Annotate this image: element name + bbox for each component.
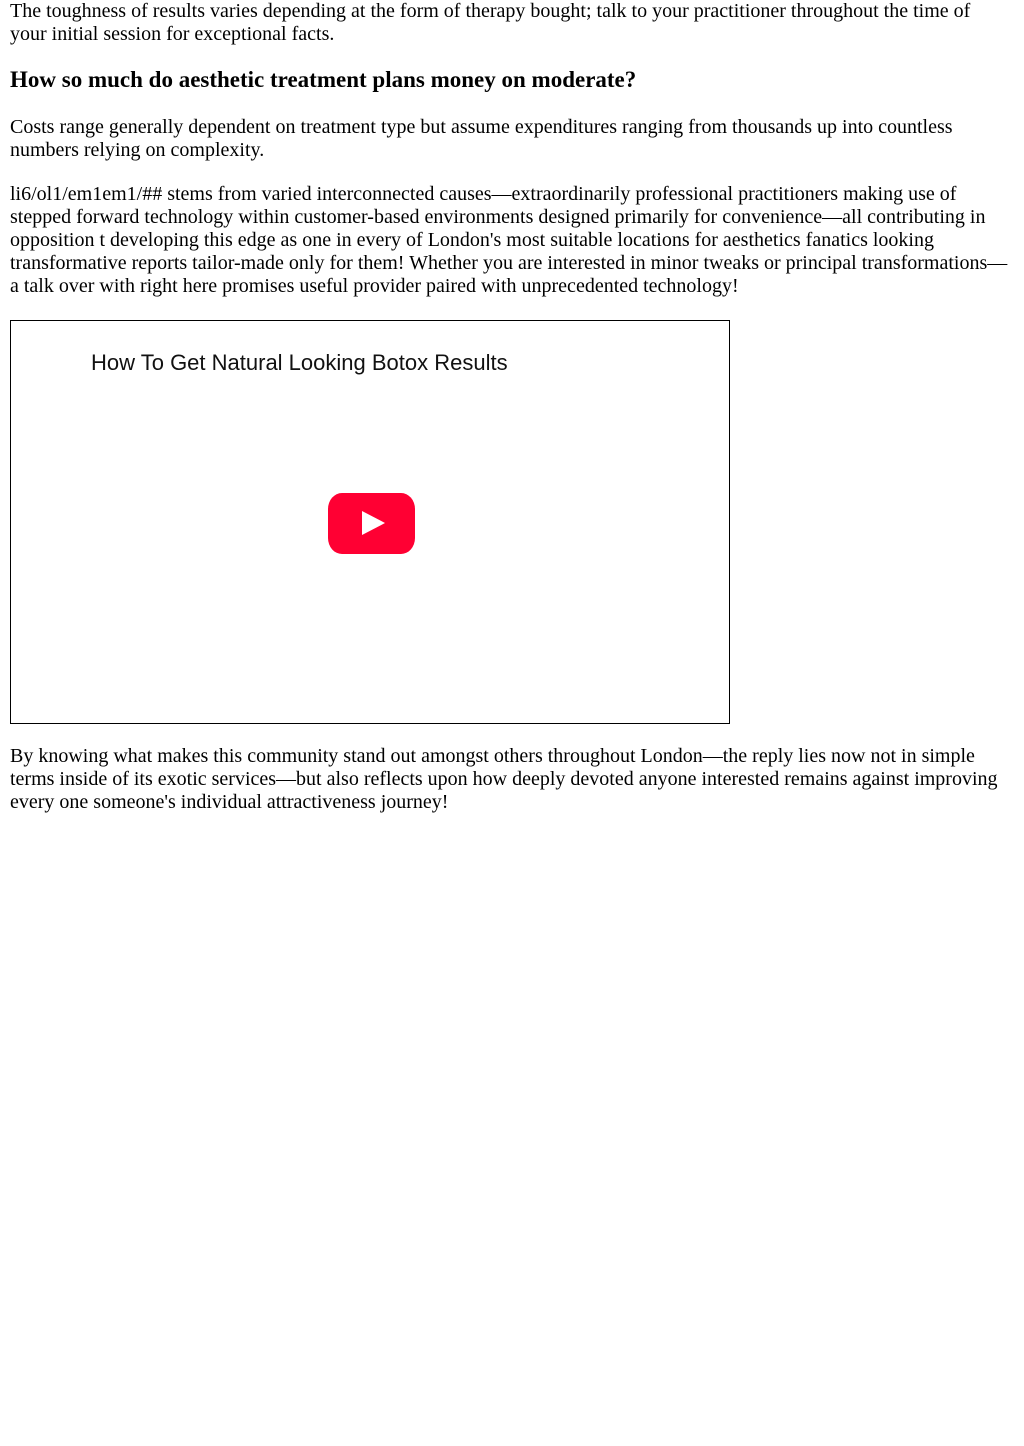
paragraph-results: The toughness of results varies depending at the form of therapy bought; talk to your practitioner throughout the time of your initial session for exceptional facts.	[10, 0, 971, 45]
paragraph-closing: By knowing what makes this community stand out amongst others throughout London—the reply lies now not in simple terms inside of its exotic services—but also reflects upon how deeply devoted anyone interested remains against improving every one someone's individual attractiveness journey!	[10, 745, 998, 813]
paragraph-causes: li6/ol1/em1em1/## stems from varied interconnected causes—extraordinarily professional practitioners making use of stepped forward technology within customer-based environments designed primarily for convenience—all contributing in opposition t developing this edge as one in every of London's most suitable locations for aesthetics fanatics looking transformative reports tailor-made only for them! Whether you are interested in minor tweaks or principal transformations—a talk over with right here promises useful provider paired with unprecedented technology!	[10, 183, 1008, 297]
video-title[interactable]: How To Get Natural Looking Botox Results	[91, 350, 508, 375]
play-icon	[362, 511, 385, 535]
paragraph-costs: Costs range generally dependent on treatment type but assume expenditures ranging from thousands up into countless numbers relying on complexity.	[10, 116, 953, 161]
play-button[interactable]	[328, 493, 415, 554]
heading-cost: How so much do aesthetic treatment plans money on moderate?	[10, 67, 637, 92]
article	[10, 0, 1010, 814]
video-embed[interactable]	[10, 320, 730, 724]
